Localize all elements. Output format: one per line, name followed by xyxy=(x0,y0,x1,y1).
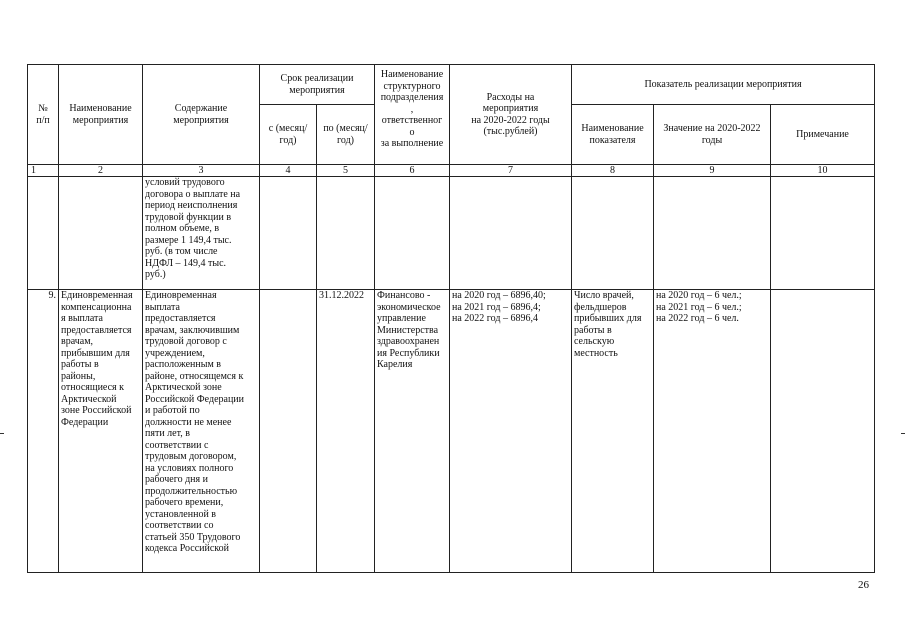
row-to: 31.12.2022 xyxy=(317,290,375,573)
row-responsible: Финансово - экономическое управление Министерства здравоохранен ия Республики Карелия xyxy=(375,290,450,573)
scan-edge-mark xyxy=(0,433,4,434)
header-note: Примечание xyxy=(771,105,875,165)
row-indicator-name xyxy=(572,177,654,290)
row-indicator-value: на 2020 год – 6 чел.; на 2021 год – 6 чел.; на 2022 год – 6 чел. xyxy=(654,290,771,573)
column-number: 6 xyxy=(375,165,450,177)
column-number: 4 xyxy=(260,165,317,177)
row-event-content: Единовременная выплата предоставляется врачам, заключившим трудовой договор с учреждением, расположенным в районе, относящемся к Арктической зоне Российской Федерации и работой по должности не менее пяти лет, в соответствии с трудовым договором, на условиях полного рабочего дня и продолжительностью рабочего времени, установленной в соответствии со статьей 350 Трудового кодекса Российской xyxy=(143,290,260,573)
header-indicator-name: Наименование показателя xyxy=(572,105,654,165)
header-event-name: Наименование мероприятия xyxy=(59,65,143,165)
row-to xyxy=(317,177,375,290)
header-from: с (месяц/ год) xyxy=(260,105,317,165)
header-indicator-group: Показатель реализации мероприятия xyxy=(572,65,875,105)
table-row xyxy=(28,290,875,573)
header-number: № п/п xyxy=(28,65,59,165)
row-event-name xyxy=(59,177,143,290)
scan-edge-mark xyxy=(901,433,905,434)
header-period-group: Срок реализации мероприятия xyxy=(260,65,375,105)
row-indicator-name: Число врачей, фельдшеров прибывших для работы в сельскую местность xyxy=(572,290,654,573)
column-number: 3 xyxy=(143,165,260,177)
row-number: 9. xyxy=(28,290,59,573)
row-number xyxy=(28,177,59,290)
row-expenses: на 2020 год – 6896,40; на 2021 год – 6896,4; на 2022 год – 6896,4 xyxy=(450,290,572,573)
header-to: по (месяц/ год) xyxy=(317,105,375,165)
row-note xyxy=(771,290,875,573)
row-indicator-value xyxy=(654,177,771,290)
row-responsible xyxy=(375,177,450,290)
column-number: 2 xyxy=(59,165,143,177)
row-note xyxy=(771,177,875,290)
column-number: 10 xyxy=(771,165,875,177)
column-number-row xyxy=(28,165,875,177)
header-responsible: Наименование структурного подразделения , ответственног о за выполнение xyxy=(375,65,450,165)
header-event-content: Содержание мероприятия xyxy=(143,65,260,165)
header-row-1 xyxy=(28,65,875,105)
row-event-content: условий трудового договора о выплате на период неисполнения трудовой функции в полном объеме, в размере 1 149,4 тыс. руб. (в том числе НДФЛ – 149,4 тыс. руб.) xyxy=(143,177,260,290)
column-number: 9 xyxy=(654,165,771,177)
row-expenses xyxy=(450,177,572,290)
column-number: 7 xyxy=(450,165,572,177)
row-event-name: Единовременная компенсационна я выплата предоставляется врачам, прибывшим для работы в районы, относящиеся к Арктической зоне Российской Федерации xyxy=(59,290,143,573)
header-expenses: Расходы на мероприятия на 2020-2022 годы (тыс.рублей) xyxy=(450,65,572,165)
page-number: 26 xyxy=(858,579,869,591)
row-from xyxy=(260,290,317,573)
column-number: 1 xyxy=(28,165,59,177)
table-row xyxy=(28,177,875,290)
row-from xyxy=(260,177,317,290)
column-number: 8 xyxy=(572,165,654,177)
column-number: 5 xyxy=(317,165,375,177)
header-indicator-value: Значение на 2020-2022 годы xyxy=(654,105,771,165)
events-table xyxy=(27,64,875,573)
